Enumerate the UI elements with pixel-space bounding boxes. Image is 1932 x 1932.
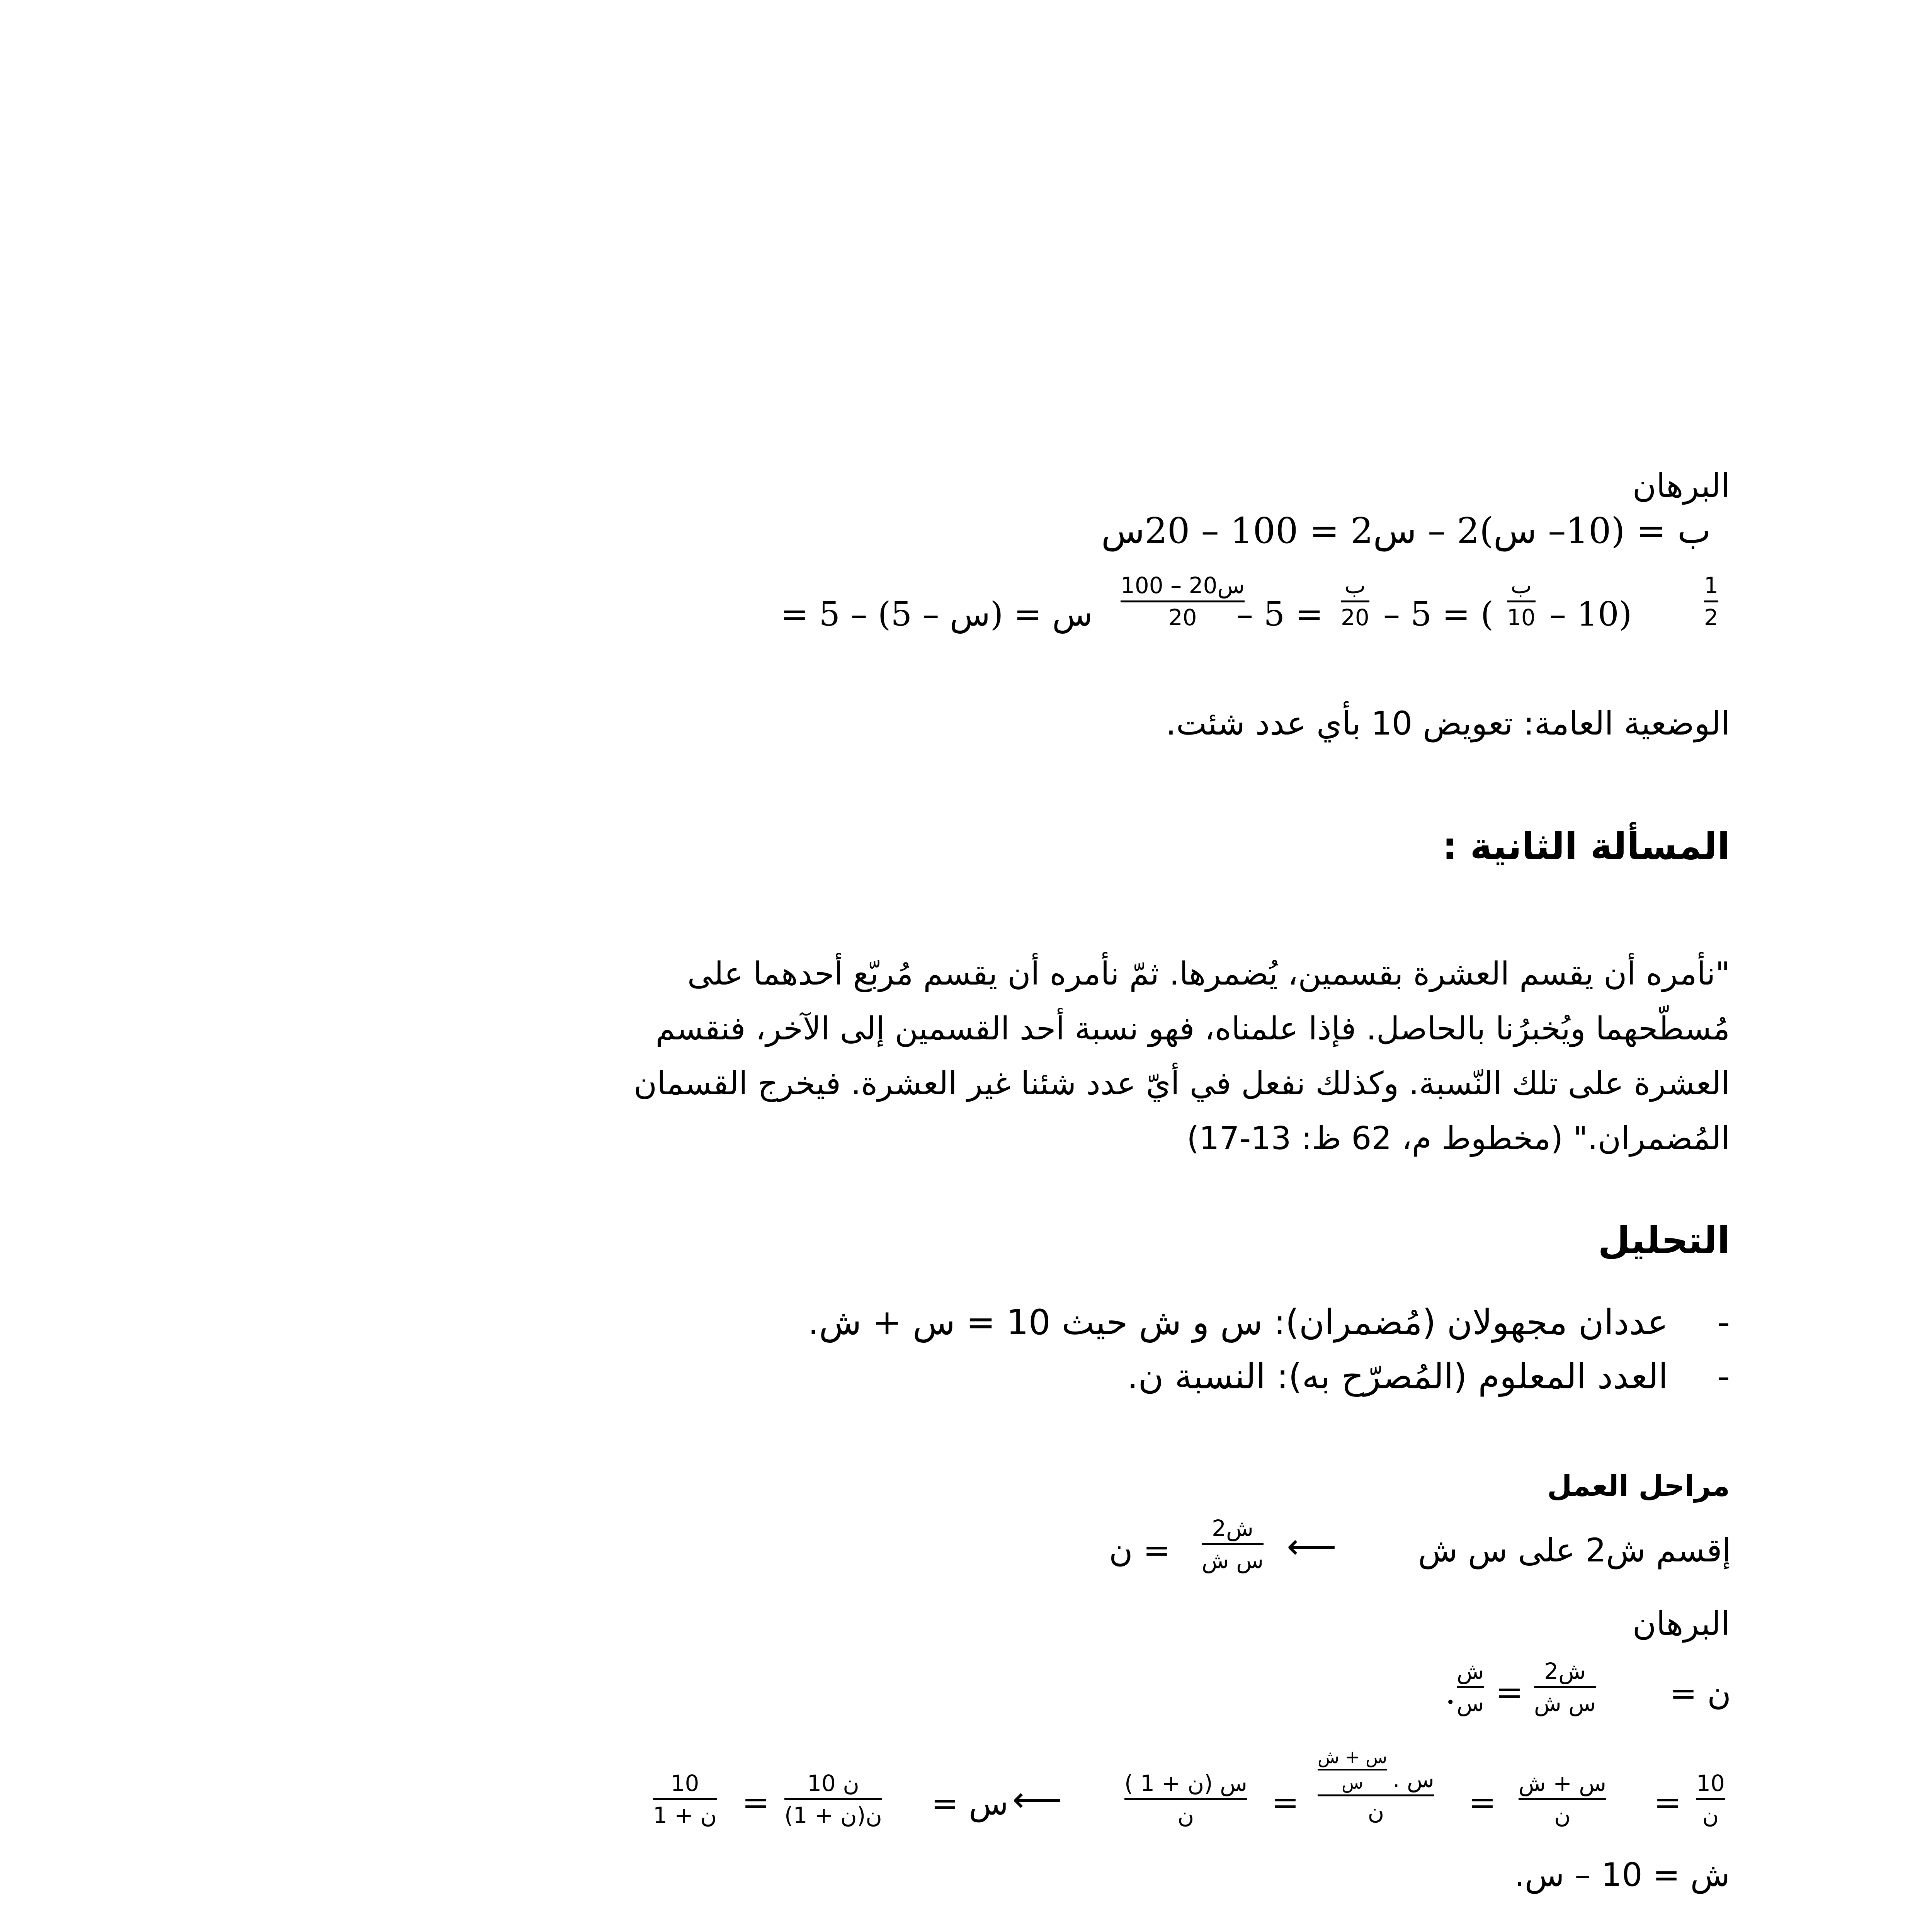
eq2-f3-inner-den: س [1341, 1772, 1364, 1793]
proof-label: البرهان [1632, 467, 1730, 505]
analysis-bullet-1 [808, 1302, 1730, 1343]
fraction-b-num: ب [1344, 572, 1366, 599]
eq2-equals-4: = [742, 1783, 770, 1822]
eq2-fraction-3 [1318, 1747, 1434, 1825]
eq2-f2-den: ن [1554, 1802, 1571, 1828]
fraction-bar [1124, 1798, 1247, 1800]
bullet-mark: - [1717, 1356, 1730, 1397]
eq2-f3-s: . س [1393, 1766, 1434, 1793]
fraction-bar [1318, 1794, 1434, 1796]
eq1-f1-num: ش2 [1544, 1658, 1586, 1684]
eq-part-c: – 5 = ( [1383, 595, 1494, 634]
fraction-bar [1121, 600, 1245, 602]
proof2-eq3: ش = 10 – س. [1514, 1856, 1730, 1894]
fraction-bar [1704, 600, 1718, 602]
eq2-equals-2: = [1468, 1783, 1497, 1822]
proof2-eq2 [653, 1747, 1731, 1847]
step-fraction-den: س ش [1202, 1547, 1264, 1573]
step-fraction [1202, 1515, 1264, 1574]
arrow-icon: ⟵ [1012, 1779, 1063, 1820]
proof2-label: البرهان [1632, 1605, 1730, 1643]
step-fraction-num: ش2 [1212, 1515, 1253, 1541]
fraction-bar [1507, 600, 1536, 602]
eq2-s-equals: س = [931, 1784, 1009, 1822]
eq2-f4-den: ن [1177, 1802, 1194, 1828]
eq1-dot: . [1445, 1673, 1456, 1712]
eq2-fraction-4 [1124, 1770, 1247, 1829]
analysis-item-1: عددان مجهولان (مُضمران): س و ش حيث 10 = س + ش. [808, 1302, 1668, 1343]
fraction-c-den: 10 [1507, 604, 1536, 631]
steps-line [1109, 1515, 1731, 1592]
fraction-c [1507, 572, 1536, 631]
quote-line: المُضمران." (مخطوط م، 62 ظ: 13-17) [1187, 1120, 1730, 1157]
eq2-fraction-6 [653, 1770, 717, 1829]
fraction-a [1121, 572, 1245, 631]
eq2-fraction-2 [1519, 1770, 1606, 1829]
problem2-heading: المسألة الثانية : [1442, 825, 1730, 868]
eq2-f5-num: 10 ن [807, 1770, 859, 1796]
eq1-fraction-1 [1534, 1658, 1596, 1717]
general-case-1: الوضعية العامة: تعويض 10 بأي عدد شئت. [1166, 704, 1730, 742]
eq2-f4-num: ( 1 + ن) س [1124, 1770, 1247, 1796]
proof2-eq1 [1445, 1658, 1731, 1735]
analysis-bullet-2 [1127, 1356, 1730, 1397]
step-text: إقسم ش2 على س ش [1418, 1531, 1731, 1569]
eq2-f3-inner [1318, 1747, 1387, 1793]
eq2-f3-den: ن [1367, 1798, 1384, 1825]
fraction-b-den: 20 [1341, 604, 1369, 631]
eq2-f6-den: ن + 1 [653, 1802, 717, 1828]
fraction-bar [784, 1798, 882, 1800]
eq2-f3-inner-num: س + ش [1318, 1747, 1388, 1767]
bullet-mark: - [1717, 1302, 1730, 1343]
eq2-f1-den: ن [1702, 1802, 1719, 1828]
fraction-a-den: 20 [1168, 604, 1197, 631]
eq2-equals-1: = [1654, 1783, 1682, 1822]
fraction-bar [1341, 600, 1369, 602]
fraction-bar [1519, 1798, 1606, 1800]
fraction-b [1341, 572, 1369, 631]
arrow-icon: ⟵ [1287, 1526, 1337, 1567]
eq2-f6-num: 10 [670, 1770, 699, 1796]
eq-part-a: س = (س – 5) – 5 = [781, 595, 1093, 634]
eq1-equals: = [1495, 1673, 1524, 1712]
fraction-bar [653, 1798, 717, 1800]
eq-part-d: – 10) [1549, 595, 1632, 634]
quote-line: العشرة على تلك النّسبة. وكذلك نفعل في أيّ عدد شئنا غير العشرة. فيخرج القسمان [633, 1065, 1730, 1102]
fraction-bar [1457, 1686, 1484, 1688]
fraction-a-num: 100 – 20س [1121, 572, 1245, 599]
steps-heading: مراحل العمل [1547, 1469, 1730, 1503]
eq2-f3-num [1318, 1747, 1434, 1793]
fraction-c-num: ب [1510, 572, 1532, 599]
proof-equation-line2 [781, 572, 1731, 661]
fraction-bar [1696, 1798, 1725, 1800]
eq2-equals-3: = [1271, 1783, 1299, 1822]
fraction-bar [1318, 1769, 1387, 1770]
step-result: = ن [1109, 1531, 1170, 1569]
eq1-f1-den: س ش [1534, 1690, 1596, 1716]
eq1-n: ن = [1670, 1674, 1731, 1712]
analysis-heading: التحليل [1598, 1219, 1730, 1262]
eq2-f2-num: س + ش [1519, 1770, 1607, 1796]
problem2-quote [443, 947, 1730, 1166]
eq2-fraction-5 [784, 1770, 882, 1829]
quote-line: "نأمره أن يقسم العشرة بقسمين، يُضمرها. ثمّ نأمره أن يقسم مُربّع أحدهما على [687, 956, 1730, 992]
eq2-f1-num: 10 [1696, 1770, 1725, 1796]
proof-equation-line1: ب = (10– س)2 – س2 = 100 – 20س [1101, 510, 1711, 551]
quote-line: مُسطّحهما ويُخبرُنا بالحاصل. فإذا علمناه، فهو نسبة أحد القسمين إلى الآخر، فنقسم [655, 1010, 1730, 1047]
eq1-fraction-2 [1457, 1658, 1484, 1717]
fraction-half [1704, 572, 1718, 631]
eq2-f5-den: ن(ن + 1) [784, 1802, 882, 1828]
analysis-item-2: العدد المعلوم (المُصرّح به): النسبة ن. [1127, 1356, 1668, 1397]
eq1-f2-den: س [1457, 1690, 1484, 1716]
eq1-f2-num: ش [1457, 1658, 1484, 1684]
fraction-bar [1534, 1686, 1596, 1688]
eq-part-b: – 5 = [1236, 595, 1323, 634]
fraction-half-num: 1 [1704, 572, 1718, 599]
fraction-half-den: 2 [1704, 604, 1718, 631]
fraction-bar [1202, 1543, 1264, 1545]
eq2-fraction-1 [1696, 1770, 1725, 1829]
